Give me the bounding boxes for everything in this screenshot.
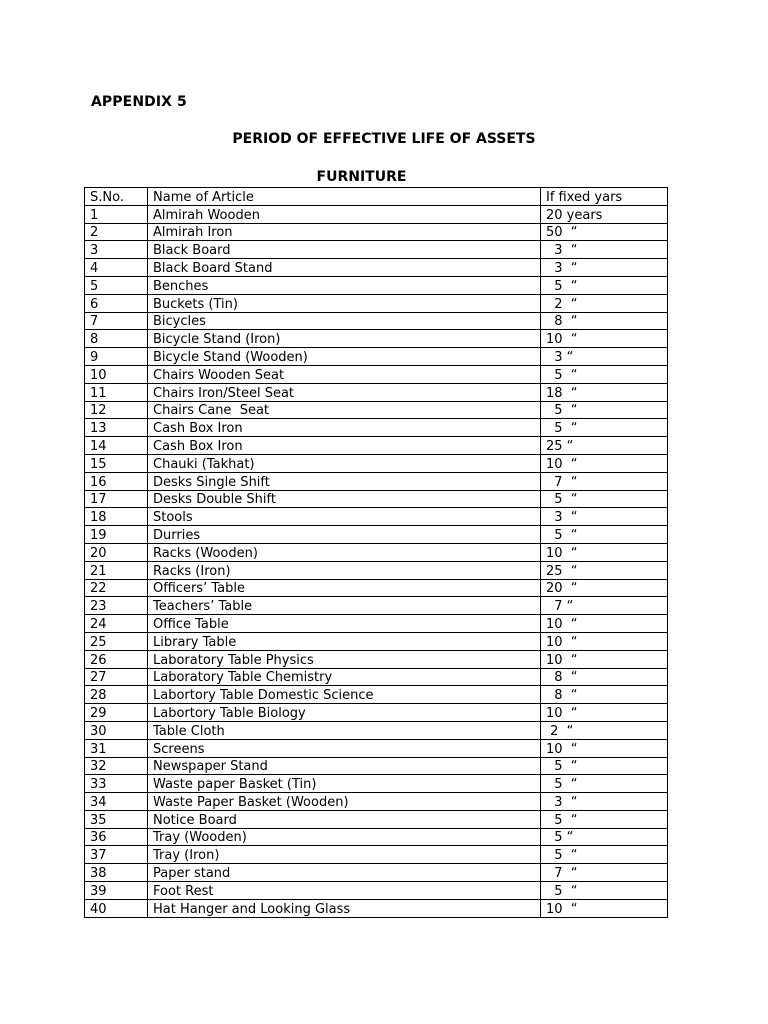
cell-article-name: Table Cloth xyxy=(148,721,541,739)
table-row xyxy=(85,330,668,348)
cell-life-years: 5 “ xyxy=(541,757,668,775)
section-title: FURNITURE xyxy=(316,169,407,185)
cell-article-name: Black Board Stand xyxy=(148,259,541,277)
cell-article-name: Laboratory Table Chemistry xyxy=(148,668,541,686)
cell-article-name: Foot Rest xyxy=(148,882,541,900)
cell-life-years: 10 “ xyxy=(541,615,668,633)
cell-sno: 6 xyxy=(85,294,148,312)
cell-article-name: Bicycle Stand (Wooden) xyxy=(148,348,541,366)
cell-life-years: 10 “ xyxy=(541,632,668,650)
table-row xyxy=(85,490,668,508)
cell-sno: 27 xyxy=(85,668,148,686)
cell-article-name: Hat Hanger and Looking Glass xyxy=(148,899,541,917)
cell-sno: 36 xyxy=(85,828,148,846)
table-row xyxy=(85,632,668,650)
table-row xyxy=(85,294,668,312)
cell-life-years: 5 “ xyxy=(541,526,668,544)
cell-sno: 24 xyxy=(85,615,148,633)
cell-article-name: Laboratory Table Physics xyxy=(148,650,541,668)
table-row xyxy=(85,223,668,241)
assets-table-body xyxy=(85,188,668,918)
cell-life-years: 7 “ xyxy=(541,864,668,882)
cell-article-name: Library Table xyxy=(148,632,541,650)
header-life-years: If fixed yars xyxy=(541,188,668,206)
cell-sno: 33 xyxy=(85,775,148,793)
table-row xyxy=(85,401,668,419)
cell-life-years: 5 “ xyxy=(541,828,668,846)
cell-sno: 29 xyxy=(85,704,148,722)
table-row xyxy=(85,348,668,366)
cell-life-years: 5 “ xyxy=(541,276,668,294)
cell-article-name: Desks Single Shift xyxy=(148,472,541,490)
cell-life-years: 10 “ xyxy=(541,543,668,561)
table-row xyxy=(85,312,668,330)
table-row xyxy=(85,383,668,401)
table-row xyxy=(85,721,668,739)
cell-life-years: 3 “ xyxy=(541,508,668,526)
table-row xyxy=(85,757,668,775)
header-article-name: Name of Article xyxy=(148,188,541,206)
cell-life-years: 2 “ xyxy=(541,294,668,312)
cell-sno: 5 xyxy=(85,276,148,294)
cell-sno: 11 xyxy=(85,383,148,401)
cell-sno: 18 xyxy=(85,508,148,526)
document-title: PERIOD OF EFFECTIVE LIFE OF ASSETS xyxy=(232,131,536,147)
cell-article-name: Chairs Wooden Seat xyxy=(148,365,541,383)
cell-article-name: Racks (Wooden) xyxy=(148,543,541,561)
assets-life-table xyxy=(84,187,668,918)
cell-life-years: 10 “ xyxy=(541,899,668,917)
table-row xyxy=(85,276,668,294)
table-row xyxy=(85,526,668,544)
cell-article-name: Durries xyxy=(148,526,541,544)
table-row xyxy=(85,259,668,277)
cell-article-name: Chauki (Takhat) xyxy=(148,454,541,472)
table-row xyxy=(85,793,668,811)
cell-sno: 10 xyxy=(85,365,148,383)
cell-sno: 23 xyxy=(85,597,148,615)
cell-life-years: 5 “ xyxy=(541,419,668,437)
cell-sno: 20 xyxy=(85,543,148,561)
cell-life-years: 3 “ xyxy=(541,259,668,277)
table-row xyxy=(85,579,668,597)
cell-article-name: Almirah Iron xyxy=(148,223,541,241)
cell-article-name: Labortory Table Domestic Science xyxy=(148,686,541,704)
cell-article-name: Paper stand xyxy=(148,864,541,882)
table-row xyxy=(85,650,668,668)
cell-sno: 14 xyxy=(85,437,148,455)
table-row xyxy=(85,828,668,846)
table-row xyxy=(85,205,668,223)
cell-sno: 7 xyxy=(85,312,148,330)
cell-article-name: Benches xyxy=(148,276,541,294)
cell-article-name: Racks (Iron) xyxy=(148,561,541,579)
table-row xyxy=(85,864,668,882)
cell-life-years: 25 “ xyxy=(541,437,668,455)
cell-life-years: 18 “ xyxy=(541,383,668,401)
cell-sno: 17 xyxy=(85,490,148,508)
cell-life-years: 8 “ xyxy=(541,686,668,704)
cell-article-name: Newspaper Stand xyxy=(148,757,541,775)
cell-article-name: Almirah Wooden xyxy=(148,205,541,223)
cell-sno: 8 xyxy=(85,330,148,348)
cell-sno: 25 xyxy=(85,632,148,650)
cell-sno: 15 xyxy=(85,454,148,472)
cell-life-years: 10 “ xyxy=(541,330,668,348)
cell-article-name: Black Board xyxy=(148,241,541,259)
table-row xyxy=(85,561,668,579)
cell-life-years: 10 “ xyxy=(541,739,668,757)
table-row xyxy=(85,846,668,864)
cell-life-years: 5 “ xyxy=(541,846,668,864)
cell-article-name: Labortory Table Biology xyxy=(148,704,541,722)
table-row xyxy=(85,508,668,526)
table-row xyxy=(85,615,668,633)
cell-sno: 31 xyxy=(85,739,148,757)
cell-article-name: Cash Box Iron xyxy=(148,419,541,437)
cell-sno: 21 xyxy=(85,561,148,579)
cell-life-years: 5 “ xyxy=(541,882,668,900)
appendix-heading: APPENDIX 5 xyxy=(91,94,187,110)
table-row xyxy=(85,739,668,757)
table-row xyxy=(85,454,668,472)
table-row xyxy=(85,437,668,455)
header-sno: S.No. xyxy=(85,188,148,206)
cell-sno: 37 xyxy=(85,846,148,864)
cell-life-years: 5 “ xyxy=(541,365,668,383)
cell-life-years: 5 “ xyxy=(541,401,668,419)
cell-life-years: 20 “ xyxy=(541,579,668,597)
cell-life-years: 20 years xyxy=(541,205,668,223)
cell-life-years: 50 “ xyxy=(541,223,668,241)
table-row xyxy=(85,543,668,561)
table-row xyxy=(85,899,668,917)
cell-article-name: Chairs Iron/Steel Seat xyxy=(148,383,541,401)
table-row xyxy=(85,241,668,259)
cell-article-name: Chairs Cane Seat xyxy=(148,401,541,419)
cell-sno: 32 xyxy=(85,757,148,775)
cell-article-name: Notice Board xyxy=(148,810,541,828)
cell-article-name: Teachers’ Table xyxy=(148,597,541,615)
cell-sno: 1 xyxy=(85,205,148,223)
cell-article-name: Screens xyxy=(148,739,541,757)
cell-life-years: 3 “ xyxy=(541,241,668,259)
cell-sno: 13 xyxy=(85,419,148,437)
cell-life-years: 10 “ xyxy=(541,650,668,668)
cell-life-years: 3 “ xyxy=(541,348,668,366)
cell-article-name: Desks Double Shift xyxy=(148,490,541,508)
cell-life-years: 5 “ xyxy=(541,775,668,793)
cell-life-years: 8 “ xyxy=(541,312,668,330)
cell-article-name: Tray (Wooden) xyxy=(148,828,541,846)
cell-article-name: Bicycle Stand (Iron) xyxy=(148,330,541,348)
cell-life-years: 10 “ xyxy=(541,704,668,722)
cell-article-name: Bicycles xyxy=(148,312,541,330)
table-row xyxy=(85,419,668,437)
cell-life-years: 3 “ xyxy=(541,793,668,811)
cell-life-years: 7 “ xyxy=(541,472,668,490)
cell-sno: 34 xyxy=(85,793,148,811)
cell-article-name: Waste Paper Basket (Wooden) xyxy=(148,793,541,811)
cell-sno: 4 xyxy=(85,259,148,277)
table-row xyxy=(85,810,668,828)
cell-article-name: Waste paper Basket (Tin) xyxy=(148,775,541,793)
cell-sno: 39 xyxy=(85,882,148,900)
cell-sno: 3 xyxy=(85,241,148,259)
cell-sno: 9 xyxy=(85,348,148,366)
cell-sno: 19 xyxy=(85,526,148,544)
cell-life-years: 5 “ xyxy=(541,810,668,828)
table-row xyxy=(85,472,668,490)
cell-life-years: 25 “ xyxy=(541,561,668,579)
cell-sno: 28 xyxy=(85,686,148,704)
cell-sno: 22 xyxy=(85,579,148,597)
cell-life-years: 8 “ xyxy=(541,668,668,686)
cell-article-name: Cash Box Iron xyxy=(148,437,541,455)
cell-life-years: 10 “ xyxy=(541,454,668,472)
table-row xyxy=(85,668,668,686)
cell-sno: 26 xyxy=(85,650,148,668)
cell-article-name: Office Table xyxy=(148,615,541,633)
cell-sno: 16 xyxy=(85,472,148,490)
table-row xyxy=(85,704,668,722)
cell-article-name: Buckets (Tin) xyxy=(148,294,541,312)
cell-article-name: Stools xyxy=(148,508,541,526)
cell-article-name: Tray (Iron) xyxy=(148,846,541,864)
cell-sno: 38 xyxy=(85,864,148,882)
cell-sno: 2 xyxy=(85,223,148,241)
table-row xyxy=(85,882,668,900)
cell-life-years: 7 “ xyxy=(541,597,668,615)
cell-life-years: 2 “ xyxy=(541,721,668,739)
cell-sno: 12 xyxy=(85,401,148,419)
table-row xyxy=(85,686,668,704)
cell-article-name: Officers’ Table xyxy=(148,579,541,597)
table-header-row xyxy=(85,188,668,206)
cell-sno: 40 xyxy=(85,899,148,917)
table-row xyxy=(85,597,668,615)
cell-sno: 30 xyxy=(85,721,148,739)
cell-sno: 35 xyxy=(85,810,148,828)
cell-life-years: 5 “ xyxy=(541,490,668,508)
table-row xyxy=(85,365,668,383)
table-row xyxy=(85,775,668,793)
